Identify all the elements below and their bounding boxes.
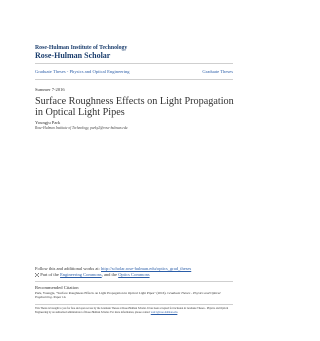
part-of-line bbox=[35, 272, 235, 278]
divider bbox=[35, 304, 233, 305]
disclaimer-text bbox=[35, 307, 231, 314]
commons-network-icon bbox=[35, 273, 39, 277]
citation-heading: Recommended Citation bbox=[35, 285, 79, 290]
repository-name: Rose-Hulman Scholar bbox=[35, 51, 111, 60]
thesis-title: Surface Roughness Effects on Light Propagation in Optical Light Pipes bbox=[35, 96, 234, 118]
divider bbox=[35, 63, 233, 64]
divider bbox=[35, 79, 233, 80]
contact-email-link[interactable]: weir1@rose-hulman.edu bbox=[150, 310, 178, 314]
engineering-commons-link[interactable]: Engineering Commons bbox=[60, 272, 102, 277]
institution-name: Rose-Hulman Institute of Technology bbox=[35, 45, 128, 51]
part-middle: , and the bbox=[101, 272, 119, 277]
author-affiliation: Rose-Hulman Institute of Technology, parky2@rose-hulman.edu bbox=[35, 126, 128, 130]
citation-series: Graduate Theses - Physics and Optical Engineering bbox=[35, 291, 221, 300]
part-prefix: Part of the bbox=[40, 272, 61, 277]
divider bbox=[35, 281, 233, 282]
disclaimer-part1: This Thesis is brought to you for free and open access by the Graduate Theses at Rose-Hulman Scholar. It has been accepted for inclusion in Graduate Theses - Physics and Optical Engineering by an authorized administrator of Rose-Hulman Scholar. For more information, please contact bbox=[35, 307, 229, 314]
citation-text bbox=[35, 291, 231, 300]
disclaimer-part2: . bbox=[177, 310, 179, 314]
citation-text-start: Park, Youngju, "Surface Roughness Effects on Light Propagation in Optical Light Pipes" (2016). bbox=[35, 291, 168, 295]
collection-link[interactable]: Graduate Theses bbox=[202, 69, 233, 74]
follow-prefix: Follow this and additional works at: bbox=[35, 266, 101, 271]
publication-date: Summer 7-2016 bbox=[35, 87, 65, 92]
citation-text-end: . Paper 14. bbox=[51, 295, 67, 300]
series-link[interactable]: Graduate Theses - Physics and Optical Engineering bbox=[35, 69, 130, 74]
follow-section bbox=[35, 266, 235, 278]
author-name: Youngju Park bbox=[35, 120, 61, 125]
optics-commons-link[interactable]: Optics Commons bbox=[118, 272, 150, 277]
repository-url-link[interactable]: http://scholar.rose-hulman.edu/optics_grad_theses bbox=[101, 266, 192, 271]
